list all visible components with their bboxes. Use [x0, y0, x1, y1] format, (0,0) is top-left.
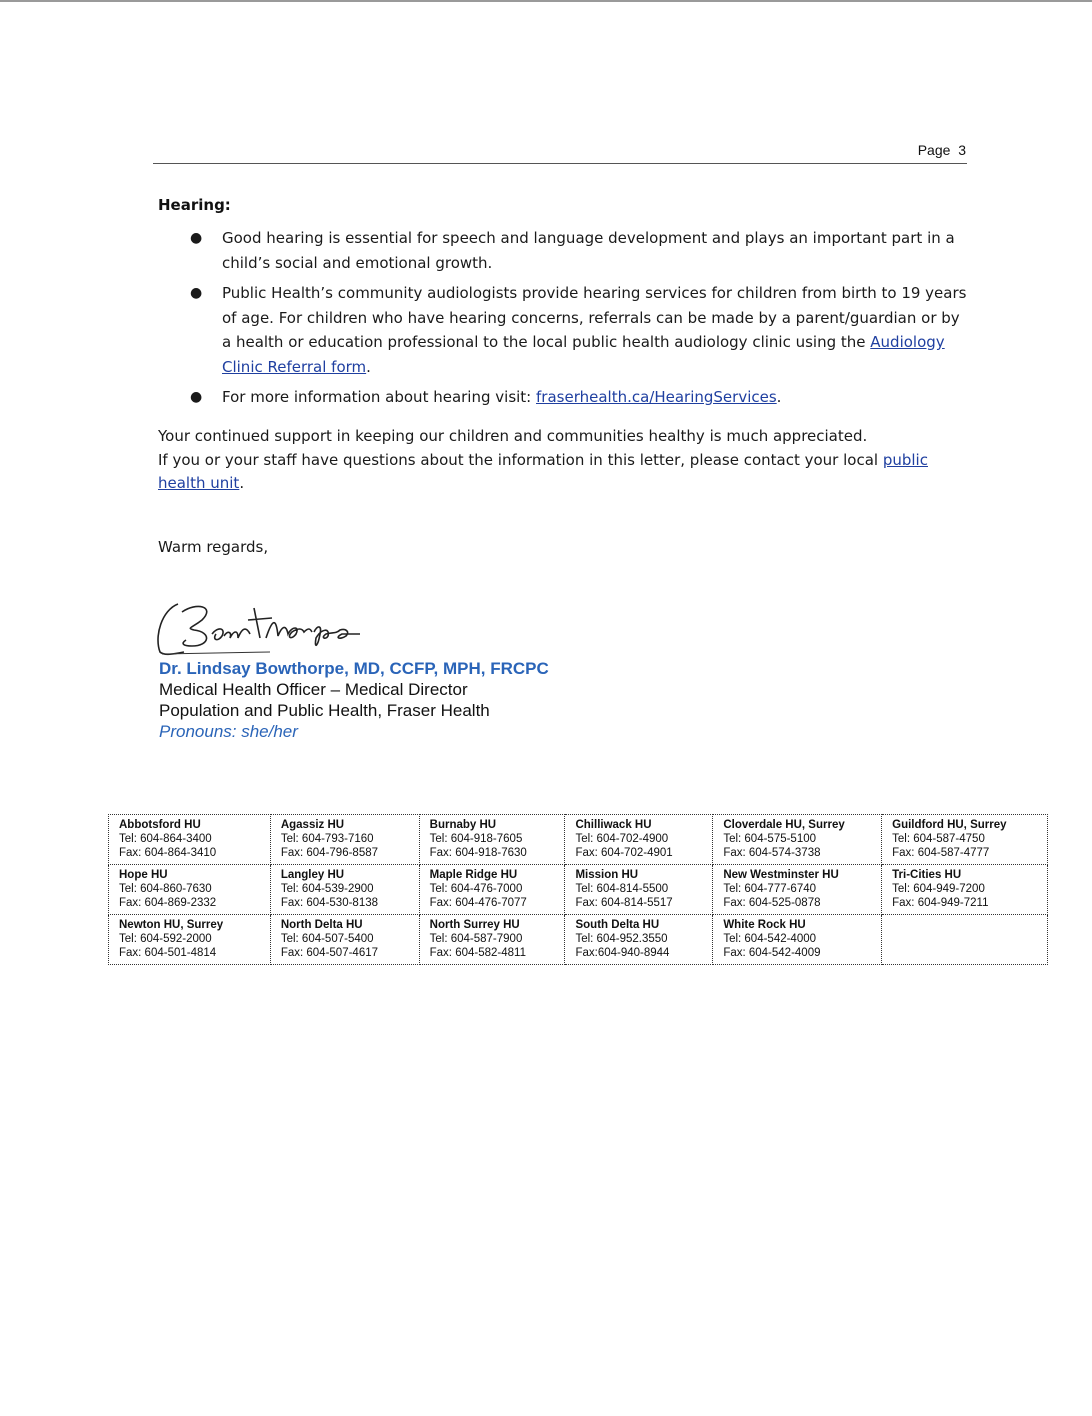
health-unit-fax: Fax: 604-582-4811 [429, 947, 526, 959]
health-unit-cell [713, 865, 882, 915]
table-row [109, 915, 1048, 965]
health-unit-name: North Surrey HU [429, 919, 520, 931]
health-unit-fax: Fax: 604-574-3738 [723, 847, 821, 859]
health-unit-cell [882, 815, 1048, 865]
signatory-organization: Population and Public Health, Fraser Health [159, 701, 490, 720]
health-unit-name: North Delta HU [280, 919, 363, 931]
health-unit-cell [419, 815, 565, 865]
health-unit-cell [565, 865, 713, 915]
section-heading: Hearing: [158, 196, 231, 214]
signatory-title: Medical Health Officer – Medical Director [159, 680, 468, 699]
health-unit-cell [565, 915, 713, 965]
bullet-text: Good hearing is essential for speech and language development and plays an important part in a child’s social and emotional growth. [222, 229, 955, 272]
health-unit-fax: Fax:604-940-8944 [575, 947, 670, 959]
health-unit-cell [713, 815, 882, 865]
health-unit-name: Tri-Cities HU [892, 869, 962, 881]
health-unit-tel: Tel: 604-476-7000 [429, 883, 523, 895]
health-unit-name: White Rock HU [723, 919, 806, 931]
health-unit-tel: Tel: 604-860-7630 [119, 883, 212, 895]
health-units-table [108, 814, 1048, 965]
health-unit-name: Abbotsford HU [119, 819, 201, 831]
health-unit-name: Newton HU, Surrey [119, 919, 224, 931]
public-health-unit-link[interactable]: public health unit [158, 450, 928, 492]
health-unit-cell-empty [882, 915, 1048, 965]
warm-regards: Warm regards, [158, 538, 269, 556]
closing-line-1: Your continued support in keeping our children and communities healthy is much appreciated. [158, 427, 868, 445]
health-unit-tel: Tel: 604-592-2000 [119, 933, 212, 945]
bullet-punctuation: . [366, 357, 371, 376]
health-unit-tel: Tel: 604-702-4900 [575, 833, 669, 845]
list-item [186, 385, 972, 410]
bullet-icon: ● [190, 230, 203, 246]
page-top-border [0, 0, 1092, 2]
bullet-punctuation: . [776, 388, 782, 406]
health-unit-cell [109, 915, 271, 965]
health-unit-fax: Fax: 604-587-4777 [892, 847, 990, 859]
header-divider [153, 163, 967, 164]
health-unit-fax: Fax: 604-869-2332 [119, 897, 217, 909]
health-unit-name: Chilliwack HU [575, 819, 652, 831]
health-unit-cell [109, 815, 271, 865]
health-unit-cell [882, 865, 1048, 915]
health-unit-fax: Fax: 604-864-3410 [119, 847, 217, 859]
signatory-pronouns: Pronouns: she/her [159, 722, 298, 741]
health-unit-fax: Fax: 604-525-0878 [723, 897, 821, 909]
bullet-icon: ● [190, 389, 203, 405]
health-unit-tel: Tel: 604-587-7900 [429, 933, 523, 945]
health-unit-name: Burnaby HU [429, 819, 497, 831]
page-number-value: 3 [958, 142, 966, 158]
page-number [880, 142, 966, 158]
bullet-text: Public Health’s community audiologists provide hearing services for children from birth to 19 years of age. For children who have hearing concerns, referrals can be made by a parent/guardian or by a health or education professional to the local public health audiology clinic using the [222, 284, 967, 351]
health-unit-cell [270, 865, 419, 915]
bullet-icon: ● [190, 285, 203, 301]
health-unit-fax: Fax: 604-702-4901 [575, 847, 673, 859]
health-unit-fax: Fax: 604-542-4009 [723, 947, 821, 959]
health-unit-fax: Fax: 604-476-7077 [429, 897, 527, 909]
table-row [109, 815, 1048, 865]
closing-line-2: If you or your staff have questions about the information in this letter, please contact your local [158, 450, 883, 469]
audiology-referral-link[interactable]: Audiology Clinic Referral form [222, 333, 945, 376]
health-unit-tel: Tel: 604-507-5400 [280, 933, 374, 945]
signatory-name: Dr. Lindsay Bowthorpe, MD, CCFP, MPH, FRCPC [159, 659, 549, 678]
health-unit-tel: Tel: 604-777-6740 [723, 883, 817, 895]
table-row [109, 865, 1048, 915]
health-unit-name: South Delta HU [575, 919, 660, 931]
health-unit-cell [109, 865, 271, 915]
health-unit-cell [565, 815, 713, 865]
list-item [186, 226, 972, 275]
health-unit-fax: Fax: 604-814-5517 [575, 897, 673, 909]
health-unit-cell [419, 915, 565, 965]
health-unit-cell [270, 915, 419, 965]
bullet-text: For more information about hearing visit: [222, 388, 537, 406]
health-unit-name: Cloverdale HU, Surrey [723, 819, 845, 831]
signature-block [159, 658, 549, 742]
health-unit-tel: Tel: 604-949-7200 [892, 883, 985, 895]
health-unit-name: Mission HU [575, 869, 639, 881]
hearing-bullet-list [186, 226, 972, 416]
hearing-services-link[interactable]: fraserhealth.ca/HearingServices [536, 388, 777, 406]
health-unit-tel: Tel: 604-542-4000 [723, 933, 817, 945]
health-unit-tel: Tel: 604-793-7160 [280, 833, 374, 845]
health-unit-fax: Fax: 604-530-8138 [280, 897, 379, 909]
health-unit-tel: Tel: 604-539-2900 [280, 883, 374, 895]
health-unit-name: New Westminster HU [723, 869, 839, 881]
health-unit-name: Maple Ridge HU [429, 869, 518, 881]
health-unit-fax: Fax: 604-501-4814 [119, 947, 217, 959]
health-unit-cell [270, 815, 419, 865]
health-unit-fax: Fax: 604-796-8587 [280, 847, 379, 859]
health-unit-cell [419, 865, 565, 915]
health-unit-tel: Tel: 604-575-5100 [723, 833, 817, 845]
closing-punctuation: . [239, 474, 245, 492]
health-unit-fax: Fax: 604-507-4617 [280, 947, 379, 959]
list-item [186, 281, 972, 379]
handwritten-signature [150, 598, 365, 664]
closing-paragraph [158, 425, 968, 496]
health-unit-name: Langley HU [280, 869, 345, 881]
health-unit-name: Hope HU [119, 869, 168, 881]
health-unit-tel: Tel: 604-918-7605 [429, 833, 523, 845]
health-unit-fax: Fax: 604-949-7211 [892, 897, 989, 909]
health-unit-tel: Tel: 604-587-4750 [892, 833, 985, 845]
health-unit-cell [713, 915, 882, 965]
health-unit-fax: Fax: 604-918-7630 [429, 847, 527, 859]
page-label: Page [917, 142, 951, 158]
health-unit-tel: Tel: 604-814-5500 [575, 883, 669, 895]
health-unit-name: Guildford HU, Surrey [892, 819, 1007, 831]
health-unit-name: Agassiz HU [280, 819, 345, 831]
health-unit-tel: Tel: 604-952.3550 [575, 933, 668, 945]
health-unit-tel: Tel: 604-864-3400 [119, 833, 212, 845]
